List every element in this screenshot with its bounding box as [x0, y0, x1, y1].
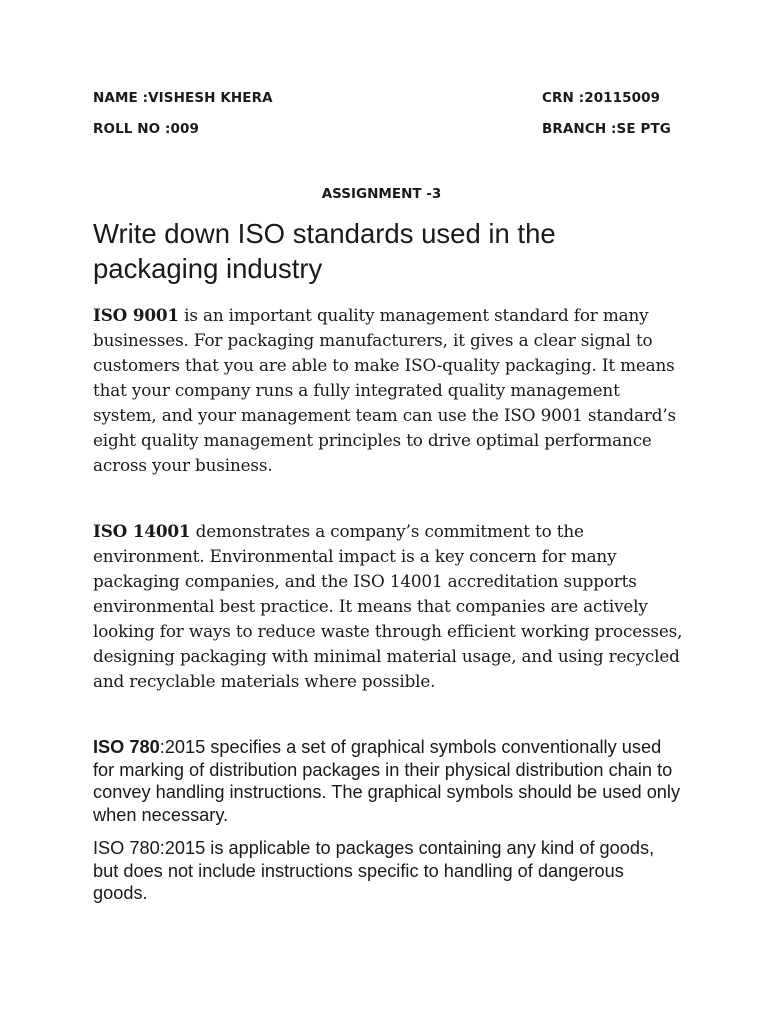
- paragraph-iso-9001-text: is an important quality management standard for many businesses. For packaging manufacturers, it gives a clear signal to customers that you are able to make ISO-quality packaging. It means that your company runs a fully integrated quality management system, and your management team can use the ISO 9001 standard’s eight quality management principles to drive optimal performance across your business.: [93, 305, 676, 475]
- paragraph-iso-14001-term: ISO 14001: [93, 521, 191, 541]
- header-row-2: [93, 121, 683, 137]
- student-name: NAME :VISHESH KHERA: [93, 90, 273, 106]
- paragraph-iso-780-text: :2015 specifies a set of graphical symbols conventionally used for marking of distribution packages in their physical distribution chain to convey handling instructions. The graphical symbols should be used only when necessary.: [93, 737, 681, 825]
- paragraph-iso-780-scope: ISO 780:2015 is applicable to packages containing any kind of goods, but does not include instructions specific to handling of dangerous goods.: [93, 838, 655, 903]
- paragraph-iso-9001: [93, 303, 683, 478]
- crn-number: CRN :20115009: [542, 90, 661, 106]
- branch: BRANCH :SE PTG: [542, 121, 671, 137]
- roll-number: ROLL NO :009: [93, 121, 200, 137]
- paragraph-iso-9001-term: ISO 9001: [93, 305, 179, 325]
- paragraph-iso-780-term: ISO 780: [93, 737, 160, 757]
- header-row-1: [93, 90, 683, 106]
- paragraph-iso-14001: [93, 519, 683, 694]
- assignment-heading: ASSIGNMENT -3: [321, 186, 442, 202]
- paragraph-iso-14001-text: demonstrates a company’s commitment to the environment. Environmental impact is a key concern for many packaging companies, and the ISO 14001 accreditation supports environmental best practice. It means that companies are actively looking for ways to reduce waste through efficient working processes, designing packaging with minimal material usage, and using recycled and recyclable materials where possible.: [93, 521, 683, 691]
- paragraph-iso-780: [93, 736, 683, 826]
- page-title: Write down ISO standards used in the packaging industry: [93, 218, 556, 284]
